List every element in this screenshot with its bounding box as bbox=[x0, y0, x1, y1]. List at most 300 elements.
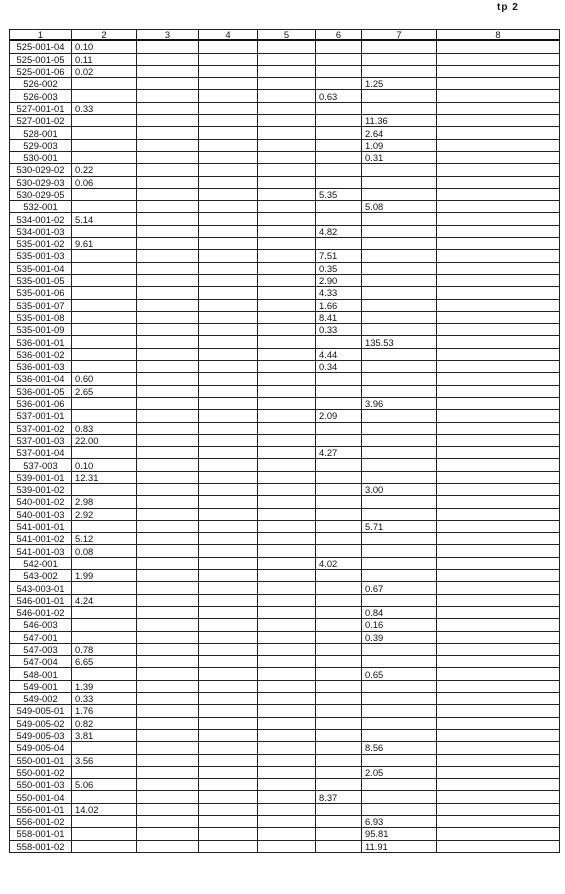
column-6-cell: 8.41 bbox=[316, 311, 362, 323]
column-4-cell bbox=[199, 656, 258, 668]
column-8-cell bbox=[437, 606, 560, 618]
ledger-body bbox=[10, 40, 560, 852]
column-8-cell bbox=[437, 717, 560, 729]
table-row bbox=[10, 742, 560, 754]
column-2-cell: 1.76 bbox=[72, 705, 137, 717]
column-2-cell: 0.83 bbox=[72, 422, 137, 434]
column-3-cell bbox=[137, 520, 199, 532]
column-7-cell: 0.65 bbox=[362, 668, 437, 680]
column-2-cell bbox=[72, 324, 137, 336]
column-2-cell: 0.10 bbox=[72, 40, 137, 53]
column-4-cell bbox=[199, 53, 258, 65]
row-code-cell: 558-001-02 bbox=[10, 840, 72, 852]
column-7-cell bbox=[362, 164, 437, 176]
row-code-cell: 537-001-02 bbox=[10, 422, 72, 434]
column-7-cell bbox=[362, 533, 437, 545]
column-7-cell bbox=[362, 680, 437, 692]
column-3-cell bbox=[137, 78, 199, 90]
column-8-cell bbox=[437, 816, 560, 828]
table-row bbox=[10, 90, 560, 102]
column-4-cell bbox=[199, 90, 258, 102]
column-2-cell: 5.12 bbox=[72, 533, 137, 545]
column-3-cell bbox=[137, 729, 199, 741]
column-4-cell bbox=[199, 274, 258, 286]
column-8-cell bbox=[437, 631, 560, 643]
column-2-cell bbox=[72, 201, 137, 213]
column-3-cell bbox=[137, 619, 199, 631]
row-code-cell: 536-001-01 bbox=[10, 336, 72, 348]
column-8-cell bbox=[437, 287, 560, 299]
column-4-cell bbox=[199, 176, 258, 188]
column-5-cell bbox=[258, 619, 316, 631]
table-row bbox=[10, 102, 560, 114]
row-code-cell: 535-001-04 bbox=[10, 262, 72, 274]
column-6-cell: 2.90 bbox=[316, 274, 362, 286]
column-7-cell: 11.36 bbox=[362, 115, 437, 127]
table-row bbox=[10, 139, 560, 151]
column-5-cell bbox=[258, 766, 316, 778]
table-row bbox=[10, 570, 560, 582]
column-2-cell: 1.39 bbox=[72, 680, 137, 692]
column-2-cell bbox=[72, 90, 137, 102]
table-row bbox=[10, 693, 560, 705]
column-8-cell bbox=[437, 656, 560, 668]
column-4-cell bbox=[199, 545, 258, 557]
column-7-cell bbox=[362, 373, 437, 385]
column-7-cell bbox=[362, 717, 437, 729]
column-7-cell bbox=[362, 693, 437, 705]
column-4-cell bbox=[199, 840, 258, 852]
table-row bbox=[10, 262, 560, 274]
column-4-cell bbox=[199, 631, 258, 643]
column-8-cell bbox=[437, 729, 560, 741]
column-3-cell bbox=[137, 471, 199, 483]
row-code-cell: 535-001-06 bbox=[10, 287, 72, 299]
column-4-cell bbox=[199, 459, 258, 471]
column-8-cell bbox=[437, 643, 560, 655]
column-8-cell bbox=[437, 225, 560, 237]
row-code-cell: 549-005-01 bbox=[10, 705, 72, 717]
column-6-cell bbox=[316, 754, 362, 766]
table-row bbox=[10, 619, 560, 631]
column-7-cell bbox=[362, 754, 437, 766]
column-5-cell bbox=[258, 250, 316, 262]
table-row bbox=[10, 471, 560, 483]
column-7-cell bbox=[362, 803, 437, 815]
column-3-cell bbox=[137, 361, 199, 373]
column-8-cell bbox=[437, 434, 560, 446]
column-7-cell: 3.00 bbox=[362, 483, 437, 495]
column-8-cell bbox=[437, 779, 560, 791]
column-5-cell bbox=[258, 164, 316, 176]
column-3-cell bbox=[137, 693, 199, 705]
column-8-cell bbox=[437, 274, 560, 286]
column-5-cell bbox=[258, 139, 316, 151]
table-row bbox=[10, 213, 560, 225]
table-row bbox=[10, 766, 560, 778]
column-8-cell bbox=[437, 557, 560, 569]
column-7-cell bbox=[362, 410, 437, 422]
column-4-cell bbox=[199, 533, 258, 545]
column-6-cell bbox=[316, 508, 362, 520]
column-7-cell: 5.71 bbox=[362, 520, 437, 532]
row-code-cell: 526-002 bbox=[10, 78, 72, 90]
table-row bbox=[10, 508, 560, 520]
column-7-cell bbox=[362, 570, 437, 582]
row-code-cell: 527-001-02 bbox=[10, 115, 72, 127]
column-2-cell: 0.11 bbox=[72, 53, 137, 65]
column-8-cell bbox=[437, 840, 560, 852]
row-code-cell: 550-001-04 bbox=[10, 791, 72, 803]
column-2-cell: 3.56 bbox=[72, 754, 137, 766]
column-6-cell bbox=[316, 115, 362, 127]
column-5-cell bbox=[258, 742, 316, 754]
column-3-cell bbox=[137, 508, 199, 520]
table-row bbox=[10, 40, 560, 53]
column-5-cell bbox=[258, 643, 316, 655]
column-4-cell bbox=[199, 250, 258, 262]
column-4-cell bbox=[199, 803, 258, 815]
column-3-cell bbox=[137, 151, 199, 163]
table-row bbox=[10, 78, 560, 90]
column-7-cell bbox=[362, 791, 437, 803]
column-7-cell bbox=[362, 225, 437, 237]
column-2-cell: 4.24 bbox=[72, 594, 137, 606]
column-6-cell bbox=[316, 742, 362, 754]
column-2-cell bbox=[72, 606, 137, 618]
column-7-cell bbox=[362, 545, 437, 557]
row-code-cell: 536-001-02 bbox=[10, 348, 72, 360]
column-3-cell bbox=[137, 668, 199, 680]
table-row bbox=[10, 434, 560, 446]
column-3-cell bbox=[137, 447, 199, 459]
column-6-cell bbox=[316, 729, 362, 741]
column-6-cell: 0.33 bbox=[316, 324, 362, 336]
column-2-cell bbox=[72, 225, 137, 237]
column-6-cell: 4.44 bbox=[316, 348, 362, 360]
column-6-cell bbox=[316, 840, 362, 852]
column-6-cell bbox=[316, 176, 362, 188]
row-code-cell: 546-003 bbox=[10, 619, 72, 631]
column-2-cell bbox=[72, 188, 137, 200]
column-5-cell bbox=[258, 840, 316, 852]
row-code-cell: 550-001-03 bbox=[10, 779, 72, 791]
column-5-cell bbox=[258, 459, 316, 471]
column-6-cell bbox=[316, 582, 362, 594]
column-3-cell bbox=[137, 201, 199, 213]
column-4-cell bbox=[199, 385, 258, 397]
column-6-cell bbox=[316, 459, 362, 471]
column-8-cell bbox=[437, 766, 560, 778]
column-3-cell bbox=[137, 90, 199, 102]
column-7-cell bbox=[362, 40, 437, 53]
column-5-cell bbox=[258, 729, 316, 741]
column-6-cell bbox=[316, 619, 362, 631]
column-8-cell bbox=[437, 90, 560, 102]
column-5-cell bbox=[258, 201, 316, 213]
column-2-cell: 0.33 bbox=[72, 693, 137, 705]
row-code-cell: 537-001-04 bbox=[10, 447, 72, 459]
column-3-cell bbox=[137, 40, 199, 53]
table-row bbox=[10, 606, 560, 618]
column-3-cell bbox=[137, 213, 199, 225]
column-7-cell: 1.25 bbox=[362, 78, 437, 90]
column-5-cell bbox=[258, 151, 316, 163]
column-3-cell bbox=[137, 594, 199, 606]
column-3-cell bbox=[137, 422, 199, 434]
column-8-cell bbox=[437, 361, 560, 373]
column-7-cell bbox=[362, 274, 437, 286]
column-8-cell bbox=[437, 78, 560, 90]
column-2-cell bbox=[72, 582, 137, 594]
table-row bbox=[10, 680, 560, 692]
column-6-cell bbox=[316, 668, 362, 680]
table-row bbox=[10, 828, 560, 840]
table-row bbox=[10, 250, 560, 262]
column-2-cell: 6.65 bbox=[72, 656, 137, 668]
table-row bbox=[10, 594, 560, 606]
column-3-cell bbox=[137, 324, 199, 336]
column-4-cell bbox=[199, 311, 258, 323]
column-5-cell bbox=[258, 717, 316, 729]
column-8-cell bbox=[437, 164, 560, 176]
column-5-cell bbox=[258, 582, 316, 594]
column-3-cell bbox=[137, 840, 199, 852]
column-6-cell bbox=[316, 643, 362, 655]
column-3-cell bbox=[137, 385, 199, 397]
column-4-cell bbox=[199, 729, 258, 741]
table-row bbox=[10, 115, 560, 127]
table-row bbox=[10, 422, 560, 434]
column-8-cell bbox=[437, 828, 560, 840]
column-5-cell bbox=[258, 594, 316, 606]
column-5-cell bbox=[258, 397, 316, 409]
column-7-cell bbox=[362, 779, 437, 791]
column-3-cell bbox=[137, 766, 199, 778]
row-code-cell: 530-029-03 bbox=[10, 176, 72, 188]
column-4-cell bbox=[199, 188, 258, 200]
column-3-cell bbox=[137, 287, 199, 299]
column-7-cell bbox=[362, 299, 437, 311]
table-row bbox=[10, 397, 560, 409]
column-7-cell bbox=[362, 53, 437, 65]
column-8-cell bbox=[437, 447, 560, 459]
column-8-cell bbox=[437, 742, 560, 754]
column-6-cell bbox=[316, 164, 362, 176]
column-3-cell bbox=[137, 299, 199, 311]
column-4-cell bbox=[199, 779, 258, 791]
column-7-cell: 2.64 bbox=[362, 127, 437, 139]
column-6-cell bbox=[316, 693, 362, 705]
column-5-cell bbox=[258, 422, 316, 434]
column-6-cell bbox=[316, 336, 362, 348]
column-5-cell bbox=[258, 176, 316, 188]
column-3-cell bbox=[137, 459, 199, 471]
column-5-cell bbox=[258, 828, 316, 840]
column-2-cell bbox=[72, 311, 137, 323]
column-8-cell bbox=[437, 299, 560, 311]
column-6-cell bbox=[316, 434, 362, 446]
column-5-cell bbox=[258, 656, 316, 668]
column-5-cell bbox=[258, 311, 316, 323]
table-row bbox=[10, 299, 560, 311]
row-code-cell: 534-001-02 bbox=[10, 213, 72, 225]
table-row bbox=[10, 668, 560, 680]
column-7-cell bbox=[362, 557, 437, 569]
column-header-row bbox=[10, 30, 560, 41]
column-8-cell bbox=[437, 250, 560, 262]
column-2-cell bbox=[72, 816, 137, 828]
row-code-cell: 543-003-01 bbox=[10, 582, 72, 594]
column-8-cell bbox=[437, 373, 560, 385]
column-8-cell bbox=[437, 410, 560, 422]
column-7-cell bbox=[362, 447, 437, 459]
column-8-cell bbox=[437, 693, 560, 705]
column-4-cell bbox=[199, 693, 258, 705]
table-row bbox=[10, 201, 560, 213]
column-8-cell bbox=[437, 545, 560, 557]
row-code-cell: 547-001 bbox=[10, 631, 72, 643]
column-8-cell bbox=[437, 791, 560, 803]
column-4-cell bbox=[199, 287, 258, 299]
row-code-cell: 530-029-05 bbox=[10, 188, 72, 200]
column-4-cell bbox=[199, 324, 258, 336]
column-5-cell bbox=[258, 434, 316, 446]
column-6-cell bbox=[316, 373, 362, 385]
table-row bbox=[10, 840, 560, 852]
column-6-cell: 0.63 bbox=[316, 90, 362, 102]
column-8-cell bbox=[437, 422, 560, 434]
column-header: 2 bbox=[72, 30, 137, 41]
column-3-cell bbox=[137, 397, 199, 409]
column-8-cell bbox=[437, 459, 560, 471]
column-header: 1 bbox=[10, 30, 72, 41]
column-6-cell bbox=[316, 803, 362, 815]
column-4-cell bbox=[199, 471, 258, 483]
column-4-cell bbox=[199, 496, 258, 508]
column-4-cell bbox=[199, 816, 258, 828]
column-4-cell bbox=[199, 754, 258, 766]
table-row bbox=[10, 816, 560, 828]
column-2-cell: 14.02 bbox=[72, 803, 137, 815]
column-2-cell bbox=[72, 668, 137, 680]
table-row bbox=[10, 385, 560, 397]
column-5-cell bbox=[258, 361, 316, 373]
column-7-cell bbox=[362, 102, 437, 114]
column-4-cell bbox=[199, 336, 258, 348]
column-5-cell bbox=[258, 816, 316, 828]
row-code-cell: 537-001-03 bbox=[10, 434, 72, 446]
column-5-cell bbox=[258, 705, 316, 717]
column-5-cell bbox=[258, 754, 316, 766]
column-5-cell bbox=[258, 520, 316, 532]
column-6-cell bbox=[316, 40, 362, 53]
column-8-cell bbox=[437, 533, 560, 545]
column-3-cell bbox=[137, 348, 199, 360]
column-4-cell bbox=[199, 410, 258, 422]
column-7-cell: 11.91 bbox=[362, 840, 437, 852]
column-5-cell bbox=[258, 336, 316, 348]
column-7-cell bbox=[362, 176, 437, 188]
column-2-cell bbox=[72, 287, 137, 299]
column-8-cell bbox=[437, 201, 560, 213]
column-2-cell bbox=[72, 557, 137, 569]
column-8-cell bbox=[437, 115, 560, 127]
column-6-cell bbox=[316, 213, 362, 225]
column-5-cell bbox=[258, 779, 316, 791]
column-5-cell bbox=[258, 65, 316, 77]
column-4-cell bbox=[199, 262, 258, 274]
table-row bbox=[10, 336, 560, 348]
column-5-cell bbox=[258, 508, 316, 520]
column-6-cell bbox=[316, 53, 362, 65]
ledger-sheet bbox=[9, 29, 559, 853]
column-5-cell bbox=[258, 287, 316, 299]
column-4-cell bbox=[199, 164, 258, 176]
column-4-cell bbox=[199, 422, 258, 434]
column-5-cell bbox=[258, 385, 316, 397]
column-3-cell bbox=[137, 570, 199, 582]
column-6-cell: 2.09 bbox=[316, 410, 362, 422]
column-2-cell bbox=[72, 139, 137, 151]
row-code-cell: 550-001-01 bbox=[10, 754, 72, 766]
row-code-cell: 540-001-02 bbox=[10, 496, 72, 508]
column-2-cell: 2.98 bbox=[72, 496, 137, 508]
table-row bbox=[10, 151, 560, 163]
column-4-cell bbox=[199, 742, 258, 754]
row-code-cell: 535-001-02 bbox=[10, 238, 72, 250]
column-8-cell bbox=[437, 619, 560, 631]
column-5-cell bbox=[258, 483, 316, 495]
column-header: 3 bbox=[137, 30, 199, 41]
row-code-cell: 541-001-03 bbox=[10, 545, 72, 557]
column-3-cell bbox=[137, 828, 199, 840]
ledger-table bbox=[9, 29, 560, 853]
column-8-cell bbox=[437, 754, 560, 766]
column-2-cell bbox=[72, 336, 137, 348]
column-7-cell bbox=[362, 496, 437, 508]
column-4-cell bbox=[199, 373, 258, 385]
column-3-cell bbox=[137, 336, 199, 348]
column-3-cell bbox=[137, 816, 199, 828]
column-6-cell bbox=[316, 717, 362, 729]
column-6-cell bbox=[316, 151, 362, 163]
column-7-cell: 0.84 bbox=[362, 606, 437, 618]
column-4-cell bbox=[199, 213, 258, 225]
column-5-cell bbox=[258, 373, 316, 385]
column-5-cell bbox=[258, 115, 316, 127]
column-2-cell bbox=[72, 250, 137, 262]
row-code-cell: 550-001-02 bbox=[10, 766, 72, 778]
table-row bbox=[10, 754, 560, 766]
row-code-cell: 535-001-07 bbox=[10, 299, 72, 311]
column-7-cell bbox=[362, 238, 437, 250]
column-3-cell bbox=[137, 65, 199, 77]
row-code-cell: 532-001 bbox=[10, 201, 72, 213]
column-5-cell bbox=[258, 299, 316, 311]
column-3-cell bbox=[137, 274, 199, 286]
column-5-cell bbox=[258, 102, 316, 114]
column-2-cell: 2.92 bbox=[72, 508, 137, 520]
column-4-cell bbox=[199, 238, 258, 250]
row-code-cell: 535-001-08 bbox=[10, 311, 72, 323]
column-6-cell: 7.51 bbox=[316, 250, 362, 262]
column-8-cell bbox=[437, 594, 560, 606]
column-8-cell bbox=[437, 570, 560, 582]
table-row bbox=[10, 361, 560, 373]
column-2-cell: 0.33 bbox=[72, 102, 137, 114]
column-3-cell bbox=[137, 139, 199, 151]
